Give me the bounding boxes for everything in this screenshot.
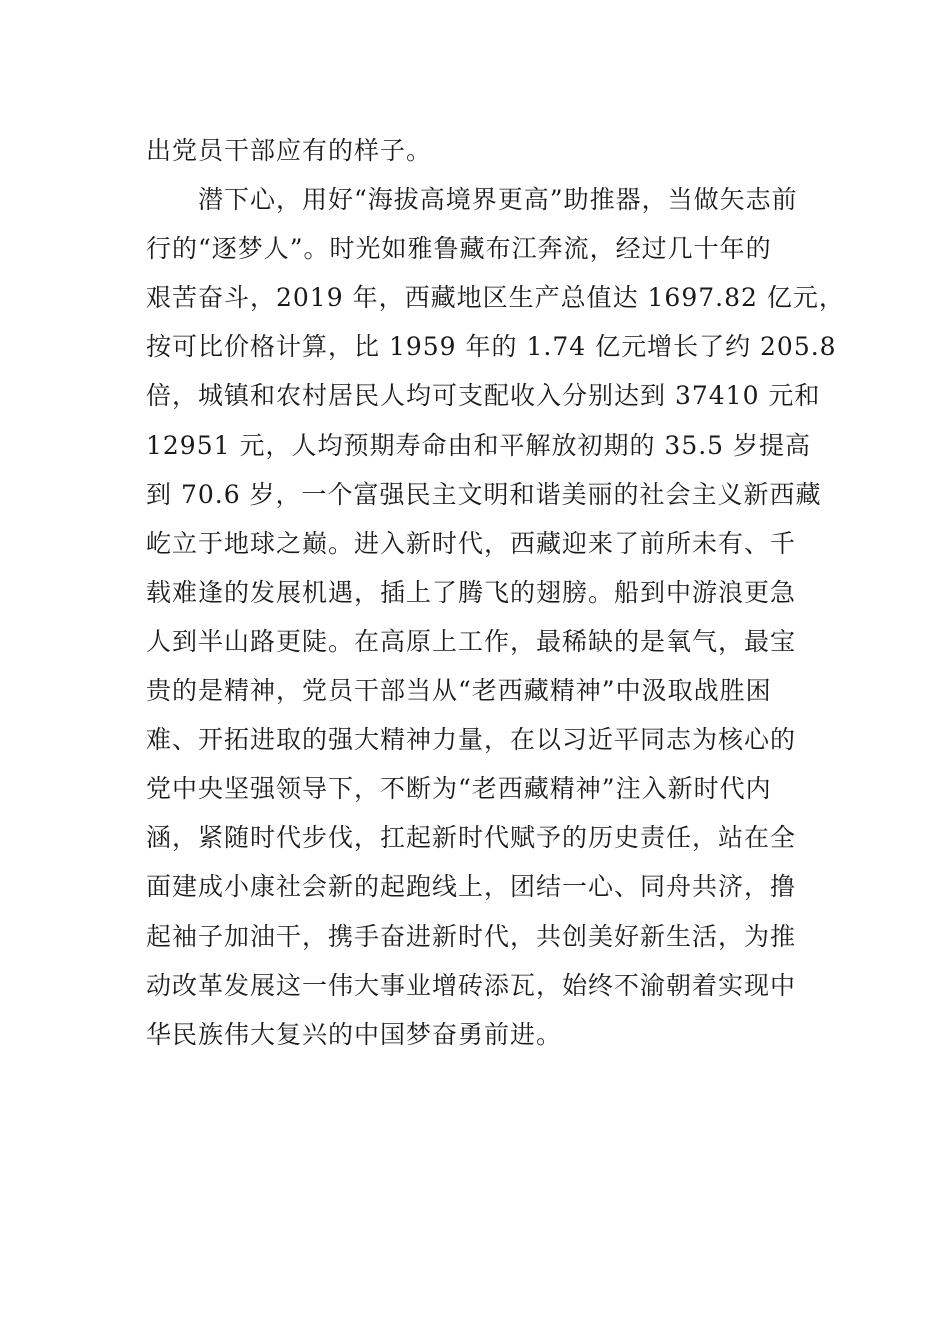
text-line: 按可比价格计算，比 1959 年的 1.74 亿元增长了约 205.8 (146, 332, 837, 362)
text-line: 12951 元，人均预期寿命由和平解放初期的 35.5 岁提高 (146, 430, 812, 460)
paragraph-first-line: 潜下心，用好“海拔高境界更高”助推器，当做矢志前 (198, 185, 798, 215)
text-line: 人到半山路更陡。在高原上工作，最稀缺的是氧气，最宝 (146, 626, 797, 656)
text-line: 面建成小康社会新的起跑线上，团结一心、同舟共济，撸 (146, 872, 797, 902)
text-line: 贵的是精神，党员干部当从“老西藏精神”中汲取战胜困 (146, 676, 772, 706)
text-line: 倍，城镇和农村居民人均可支配收入分别达到 37410 元和 (146, 381, 821, 411)
document-body (146, 126, 845, 1059)
text-line: 涵，紧随时代步伐，扛起新时代赋予的历史责任，站在全 (146, 823, 797, 853)
text-line: 到 70.6 岁，一个富强民主文明和谐美丽的社会主义新西藏 (146, 479, 822, 509)
text-line: 屹立于地球之巅。进入新时代，西藏迎来了前所未有、千 (146, 528, 797, 558)
text-line: 起袖子加油干，携手奋进新时代，共创美好新生活，为推 (146, 921, 797, 951)
text-line: 行的“逐梦人”。时光如雅鲁藏布江奔流，经过几十年的 (146, 234, 772, 264)
text-line: 动改革发展这一伟大事业增砖添瓦，始终不渝朝着实现中 (146, 970, 797, 1000)
text-line: 华民族伟大复兴的中国梦奋勇前进。 (146, 1019, 563, 1049)
text-line: 艰苦奋斗，2019 年，西藏地区生产总值达 1697.82 亿元， (146, 283, 845, 313)
text-line: 出党员干部应有的样子。 (146, 136, 433, 165)
text-line: 党中央坚强领导下，不断为“老西藏精神”注入新时代内 (146, 774, 772, 804)
text-line: 难、开拓进取的强大精神力量，在以习近平同志为核心的 (146, 725, 797, 755)
text-line: 载难逢的发展机遇，插上了腾飞的翅膀。船到中游浪更急 (146, 577, 797, 607)
